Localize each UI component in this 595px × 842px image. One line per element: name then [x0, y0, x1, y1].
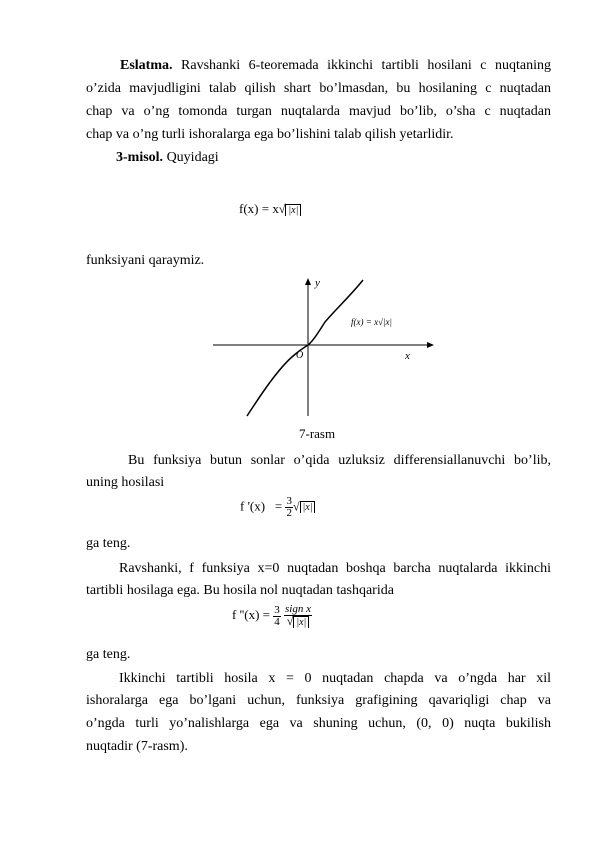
example-label: 3-misol. — [116, 150, 164, 165]
y-axis-label: y — [315, 278, 320, 289]
figure-caption: 7-rasm — [299, 426, 336, 441]
paragraph-4-line-2: ishoralarga ega bo’lgani uchun, funksiya grafigining qavariqligi chap va — [86, 693, 551, 708]
paragraph-1-line-1 — [120, 56, 551, 76]
fraction-3-2: $\frac{3}{2}$ — [286, 495, 292, 519]
after-formula-3: ga teng. — [86, 647, 131, 662]
remark-label: Eslatma. — [120, 58, 173, 73]
sqrt-symbol: √ — [292, 499, 300, 514]
formula-f-lhs: f(x) = x — [239, 201, 279, 216]
formula-2-lhs: f '(x) — [240, 498, 266, 514]
formula-2-radicand: |x| — [300, 501, 316, 513]
paragraph-2-line-1: Bu funksiya butun sonlar o’qida uzluksiz differensiallanuvchi bo’lib, — [128, 453, 551, 468]
function-curve — [247, 280, 363, 416]
formula-2-eq: = — [274, 498, 283, 514]
formula-f-radicand: |x| — [285, 204, 301, 216]
formula-f — [239, 201, 301, 217]
y-axis-arrow — [305, 278, 311, 285]
function-graph — [205, 278, 435, 418]
paragraph-4-line-1: Ikkinchi tartibli hosila x = 0 nuqtadan chapda va o’ngda har xil — [119, 671, 551, 686]
origin-label: O — [296, 350, 304, 361]
formula-second-derivative — [232, 604, 312, 628]
paragraph-3-line-2: tartibli hosilaga ega. Bu hosila nol nuqtadan tashqarida — [86, 583, 394, 598]
paragraph-4-line-3: o’ngda turli yo’nalishlarga ega va shuning uchun, (0, 0) nuqta bukilish — [86, 716, 551, 731]
formula-3-lhs: f ''(x) = — [232, 606, 271, 622]
paragraph-4-line-4: nuqtadir (7-rasm). — [86, 739, 188, 754]
fraction-sign-over-root: $\frac{\text{sign x}}{√ |x|}$ — [285, 603, 311, 628]
fraction-3-4: $\frac{3}{4}$ — [274, 603, 280, 628]
paragraph-3-line-1: Ravshanki, f funksiya x=0 nuqtadan boshqa barcha nuqtalarda ikkinchi — [119, 561, 551, 576]
paragraph-1-line-2: o’zida mavjudligini talab qilish shart bo’lmasdan, bu hosilaning c nuqtadan — [86, 81, 551, 96]
sqrt-symbol: √ — [278, 202, 286, 216]
after-formula-1: funksiyani qaraymiz. — [86, 253, 205, 268]
function-label: f(x) = x√|x| — [351, 317, 392, 327]
x-axis-label: x — [405, 350, 410, 362]
example-text: Quyidagi — [166, 150, 219, 165]
example-heading — [116, 148, 581, 168]
paragraph-1-line-3: chap va o’ng tomonda turgan nuqtalarda mavjud bo’lib, o’sha c nuqtadan — [86, 104, 551, 119]
paragraph-1-text: Ravshanki 6-teoremada ikkinchi tartibli hosilani c nuqtaning — [181, 58, 551, 73]
formula-first-derivative — [240, 496, 315, 519]
paragraph-1-line-4: chap va o’ng turli ishoralarga ega bo’lishini talab qilish yetarlidir. — [86, 127, 454, 142]
paragraph-2-line-2: uning hosilasi — [86, 475, 165, 490]
after-formula-2: ga teng. — [86, 536, 131, 551]
x-axis-arrow — [427, 342, 434, 348]
